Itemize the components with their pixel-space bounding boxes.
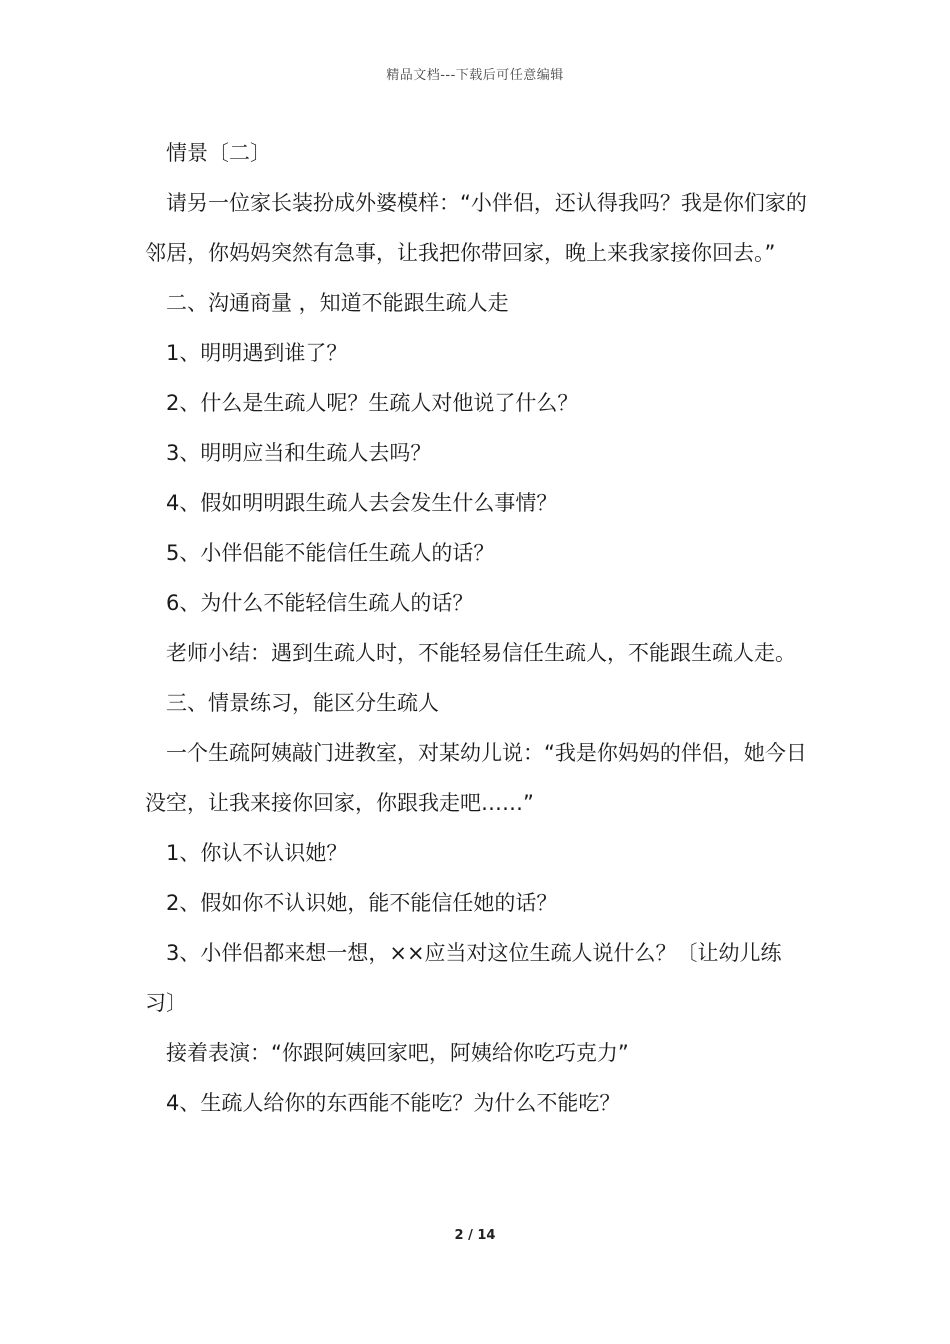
list-item: 6、为什么不能轻信生疏人的话？ <box>166 591 474 615</box>
paragraph-grandma-dialog: 请另一位家长装扮成外婆模样：“小伴侣，还认得我吗？我是你们家的邻居，你妈妈突然有急事，让我把你带回家，晚上来我家接你回去。” <box>145 191 807 265</box>
document-body <box>145 128 810 1128</box>
list-item: 2、什么是生疏人呢？生疏人对他说了什么？ <box>166 391 579 415</box>
paragraph-scene-2-title: 情景〔二〕 <box>166 141 271 165</box>
list-item: 1、明明遇到谁了？ <box>166 341 348 365</box>
paragraph-performance: 接着表演：“你跟阿姨回家吧，阿姨给你吃巧克力” <box>166 1041 629 1065</box>
paragraph-teacher-summary: 老师小结：遇到生疏人时，不能轻易信任生疏人，不能跟生疏人走。 <box>166 641 796 665</box>
list-item: 4、生疏人给你的东西能不能吃？为什么不能吃？ <box>166 1091 621 1115</box>
paragraph-section-3-heading: 三、情景练习，能区分生疏人 <box>166 691 439 715</box>
list-item: 1、你认不认识她？ <box>166 841 348 865</box>
list-item: 3、小伴侣都来想一想，××应当对这位生疏人说什么？〔让幼儿练习〕 <box>145 941 782 1015</box>
list-item: 4、假如明明跟生疏人去会发生什么事情？ <box>166 491 558 515</box>
list-item: 3、明明应当和生疏人去吗？ <box>166 441 432 465</box>
page-number: 2 / 14 <box>454 1228 496 1243</box>
page-header: 精品文档---下载后可任意编辑 <box>386 68 564 83</box>
list-item: 2、假如你不认识她，能不能信任她的话？ <box>166 891 558 915</box>
paragraph-stranger-scene: 一个生疏阿姨敲门进教室，对某幼儿说：“我是你妈妈的伴侣，她今日没空，让我来接你回家，你跟我走吧……” <box>145 741 807 815</box>
paragraph-section-2-heading: 二、沟通商量 ，知道不能跟生疏人走 <box>166 291 509 315</box>
list-item: 5、小伴侣能不能信任生疏人的话？ <box>166 541 495 565</box>
